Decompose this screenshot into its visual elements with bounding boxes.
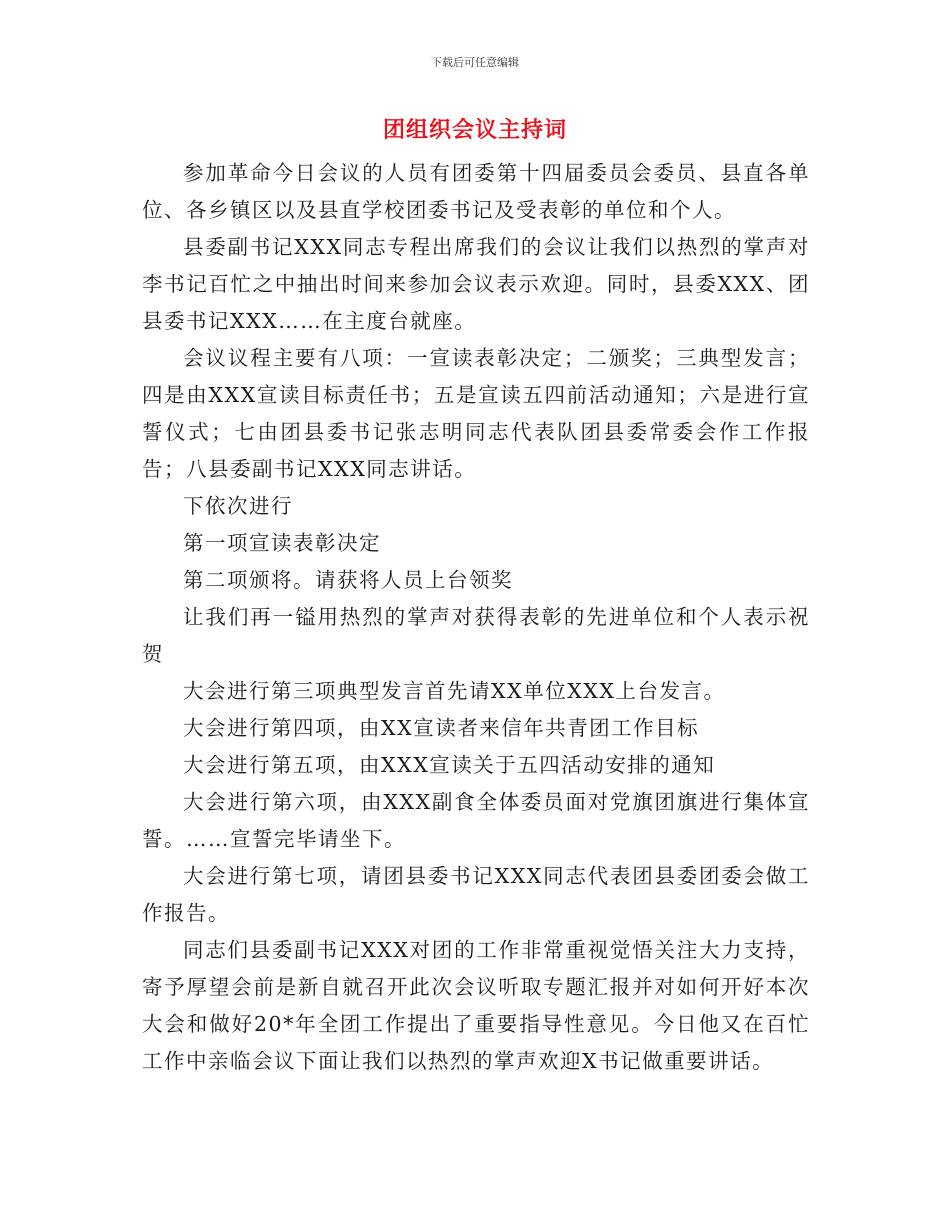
paragraph-attendees: 参加革命今日会议的人员有团委第十四届委员会委员、县直各单位、各乡镇区以及县直学校团委书记及受表彰的单位和个人。 [142,161,810,222]
header-note: 下载后可任意编辑 [431,56,519,69]
paragraph-agenda: 会议议程主要有八项：一宣读表彰决定；二颁奖；三典型发言；四是由XXX宣读目标责任书；五是宣读五四前活动通知；六是进行宣誓仪式；七由团县委书记张志明同志代表队团县委常委会作工作报告；八县委副书记XXX同志讲话。 [142,346,810,481]
paragraph-item-1: 第一项宣读表彰决定 [183,531,381,555]
paragraph-proceed: 下依次进行 [183,494,293,518]
paragraph-item-3: 大会进行第三项典型发言首先请XX单位XXX上台发言。 [183,679,726,703]
paragraph-item-5: 大会进行第五项，由XXX宣读关于五四活动安排的通知 [183,753,716,777]
paragraph-item-4: 大会进行第四项，由XX宣读者来信年共青团工作目标 [183,716,700,740]
paragraph-item-2: 第二项颁将。请获将人员上台领奖 [183,568,513,592]
document-title: 团组织会议主持词 [382,118,567,143]
paragraph-welcome: 县委副书记XXX同志专程出席我们的会议让我们以热烈的掌声对李书记百忙之中抽出时间来参加会议表示欢迎。同时，县委XXX、团县委书记XXX……在主度台就座。 [142,235,810,333]
paragraph-closing: 同志们县委副书记XXX对团的工作非常重视觉悟关注大力支持，寄予厚望会前是新自就召开此次会议听取专题汇报并对如何开好本次大会和做好20*年全团工作提出了重要指导性意见。今日他又在百忙工作中亲临会议下面让我们以热烈的掌声欢迎X书记做重要讲话。 [142,938,810,1073]
document-body [142,155,810,1080]
paragraph-congratulate: 让我们再一镒用热烈的掌声对获得表彰的先进单位和个人表示祝贺 [142,605,810,666]
paragraph-item-7: 大会进行第七项，请团县委书记XXX同志代表团县委团委会做工作报告。 [142,864,810,925]
paragraph-item-6: 大会进行第六项，由XXX副食全体委员面对党旗团旗进行集体宣誓。……宣誓完毕请坐下。 [142,790,810,851]
